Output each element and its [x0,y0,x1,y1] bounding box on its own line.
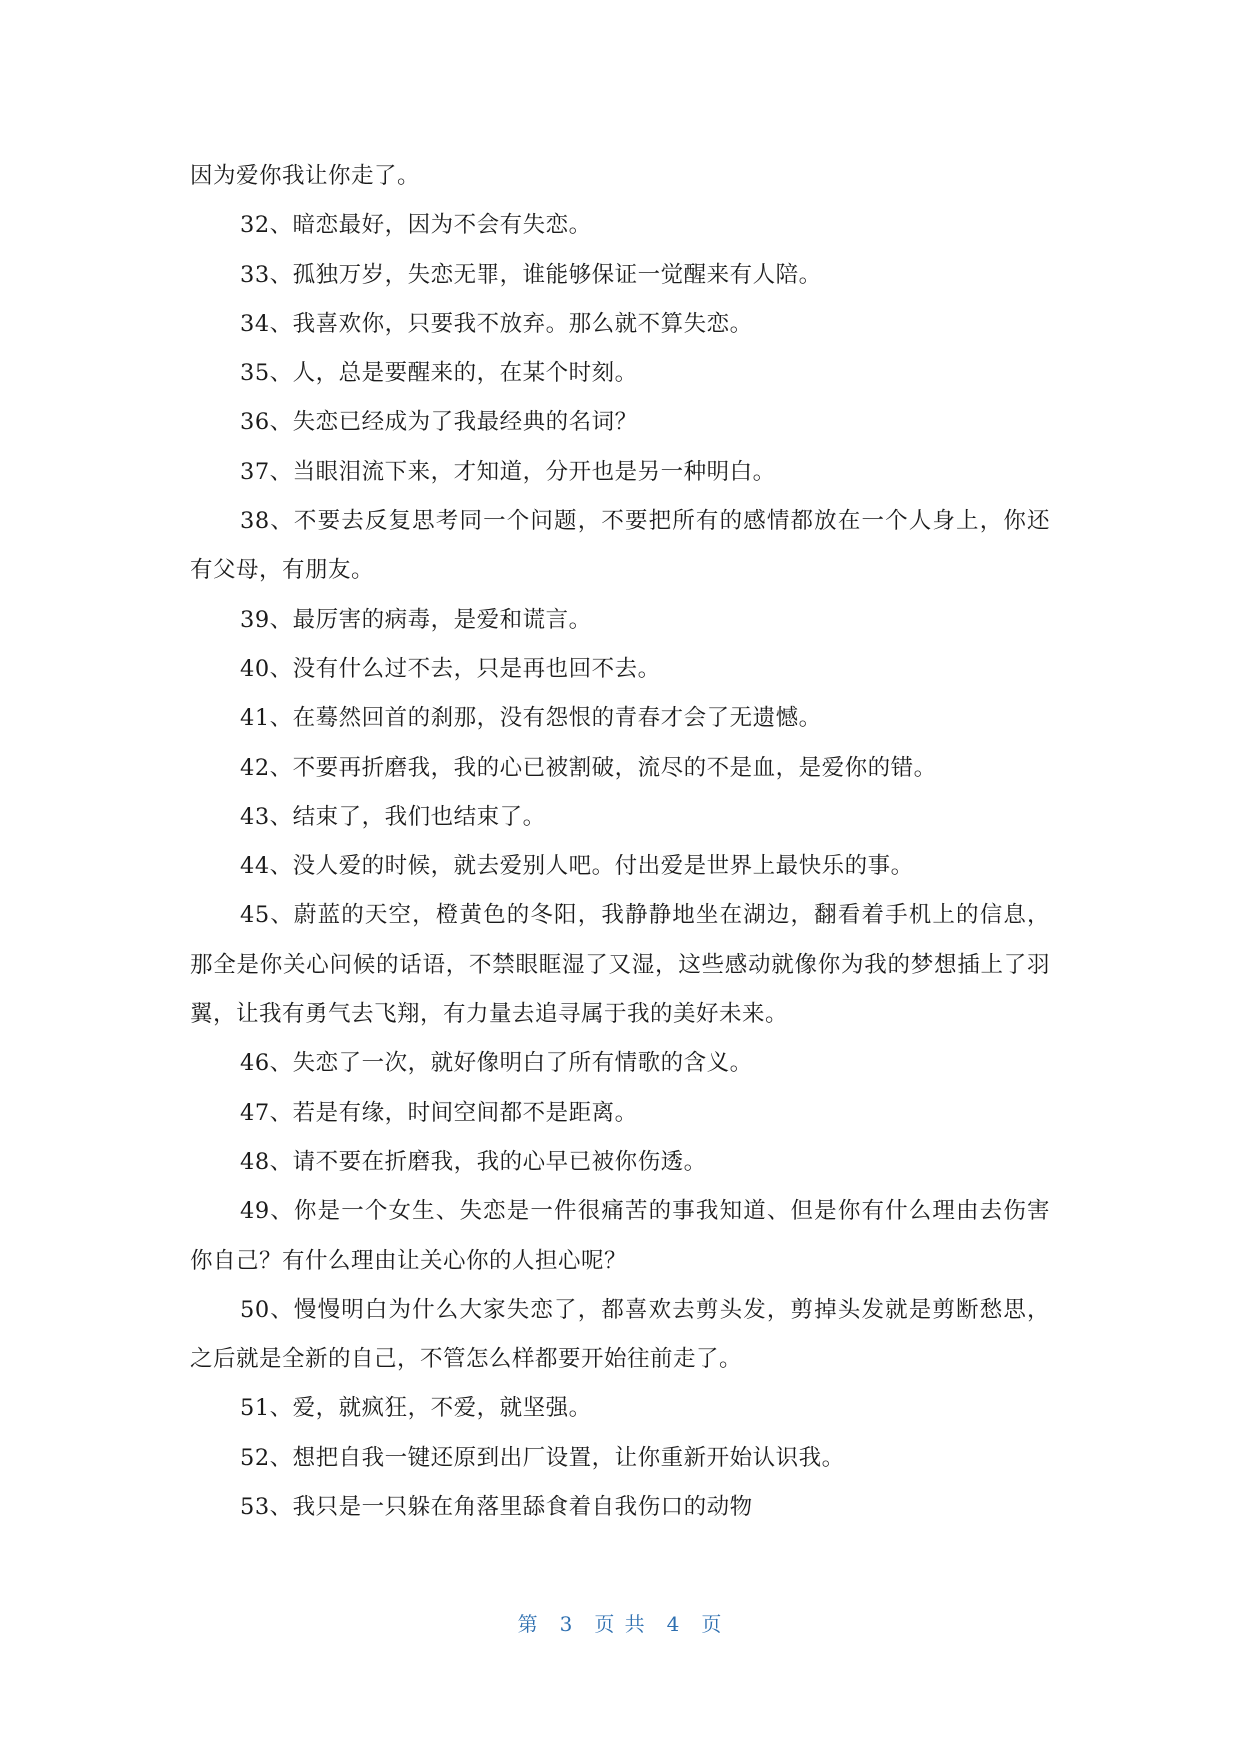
paragraph: 50、慢慢明白为什么大家失恋了，都喜欢去剪头发，剪掉头发就是剪断愁思，之后就是全新的自己，不管怎么样都要开始往前走了。 [190,1296,1050,1373]
paragraph: 52、想把自我一键还原到出厂设置，让你重新开始认识我。 [240,1444,845,1471]
paragraph: 51、爱，就疯狂，不爱，就坚强。 [240,1395,592,1422]
paragraph: 42、不要再折磨我，我的心已被割破，流尽的不是血，是爱你的错。 [240,754,937,781]
footer-total-pages: 4 [666,1612,682,1636]
paragraph: 33、孤独万岁，失恋无罪，谁能够保证一觉醒来有人陪。 [240,261,822,288]
paragraph: 36、失恋已经成为了我最经典的名词？ [240,409,638,436]
paragraph: 37、当眼泪流下来，才知道，分开也是另一种明白。 [240,458,776,485]
footer-suffix: 页 [701,1612,724,1636]
footer-current-page: 3 [559,1612,575,1636]
page-footer [0,1608,1241,1637]
paragraph: 因为爱你我让你走了。 [190,163,421,189]
paragraph: 43、结束了，我们也结束了。 [240,803,546,830]
paragraph: 39、最厉害的病毒，是爱和谎言。 [240,606,592,633]
paragraph: 49、你是一个女生、失恋是一件很痛苦的事我知道、但是你有什么理由去伤害你自己？有什么理由让关心你的人担心呢？ [190,1198,1050,1274]
footer-prefix: 第 [517,1612,540,1636]
paragraph: 48、请不要在折磨我，我的心早已被你伤透。 [240,1148,707,1175]
footer-middle: 页 共 [594,1612,647,1636]
paragraph: 35、人，总是要醒来的，在某个时刻。 [240,360,638,387]
paragraph: 38、不要去反复思考同一个问题，不要把所有的感情都放在一个人身上，你还有父母，有朋友。 [190,508,1050,584]
paragraph: 53、我只是一只躲在角落里舔食着自我伤口的动物 [240,1494,753,1521]
paragraph: 34、我喜欢你，只要我不放弃。那么就不算失恋。 [240,310,753,337]
paragraph: 46、失恋了一次，就好像明白了所有情歌的含义。 [240,1050,753,1077]
paragraph: 45、蔚蓝的天空，橙黄色的冬阳，我静静地坐在湖边，翻看着手机上的信息，那全是你关心问候的话语，不禁眼眶湿了又湿，这些感动就像你为我的梦想插上了羽翼，让我有勇气去飞翔，有力量去追寻属于我的美好未来。 [190,902,1050,1028]
document-body [190,152,1050,1532]
paragraph: 47、若是有缘，时间空间都不是距离。 [240,1099,638,1126]
paragraph: 32、暗恋最好，因为不会有失恋。 [240,212,592,239]
paragraph: 40、没有什么过不去，只是再也回不去。 [240,655,661,682]
paragraph: 41、在蓦然回首的刹那，没有怨恨的青春才会了无遗憾。 [240,705,822,732]
paragraph: 44、没人爱的时候，就去爱别人吧。付出爱是世界上最快乐的事。 [240,853,914,880]
